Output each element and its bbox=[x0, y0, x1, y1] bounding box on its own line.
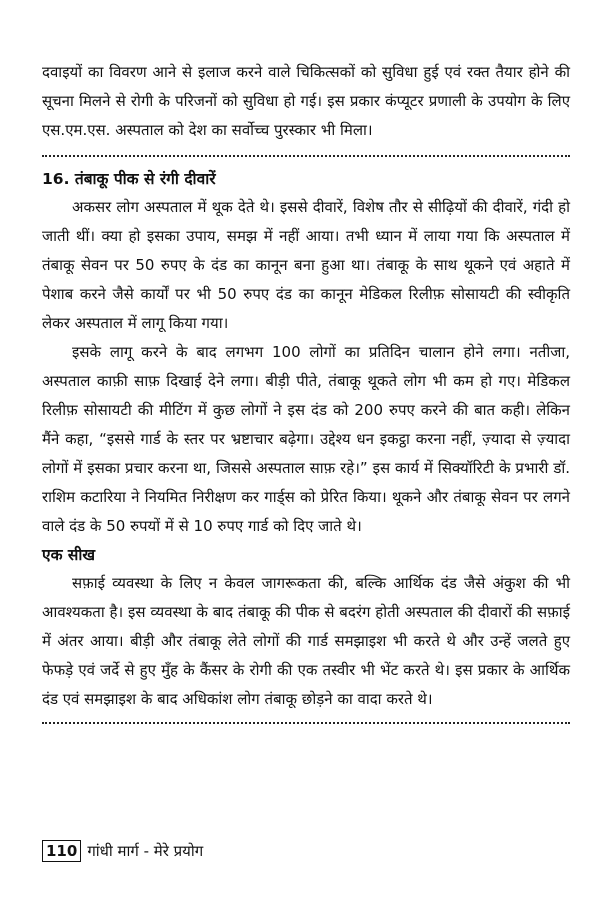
subheading: एक सीख bbox=[42, 546, 96, 564]
intro-paragraph: दवाइयों का विवरण आने से इलाज करने वाले चिकित्सकों को सुविधा हुई एवं रक्त तैयार होने की सूचना मिलने से रोगी के परिजनों को सुविधा हो गई। इस प्रकार कंप्यूटर प्रणाली के उपयोग के लिए एस.एम.एस. अस्पताल को देश का सर्वोच्च पुरस्कार भी मिला। bbox=[42, 63, 570, 139]
page-number: 110 bbox=[42, 840, 81, 862]
section-divider-top bbox=[42, 155, 570, 157]
book-title: गांधी मार्ग - मेरे प्रयोग bbox=[87, 842, 204, 860]
paragraph-3: सफ़ाई व्यवस्था के लिए न केवल जागरूकता की, बल्कि आर्थिक दंड जैसे अंकुश की भी आवश्यकता है। इस व्यवस्था के बाद तंबाकू की पीक से बदरंग होती अस्पताल की दीवारों की सफ़ाई में अंतर आया। बीड़ी और तंबाकू लेते लोगों की गार्ड समझाइश भी करते थे और उन्हें जलते हुए फेफड़े एवं जर्दे से हुए मुँह के कैंसर के रोगी की एक तस्वीर भी भेंट करते थे। इस प्रकार के आर्थिक दंड एवं समझाइश के बाद अधिकांश लोग तंबाकू छोड़ने का वादा करते थे। bbox=[42, 574, 570, 708]
paragraph-2: इसके लागू करने के बाद लगभग 100 लोगों का प्रतिदिन चालान होने लगा। नतीजा, अस्पताल काफ़ी साफ़ दिखाई देने लगा। बीड़ी पीते, तंबाकू थूकते लोग भी कम हो गए। मेडिकल रिलीफ़ सोसायटी की मीटिंग में कुछ लोगों ने इस दंड को 200 रुपए करने की बात कही। लेकिन मैंने कहा, “इससे गार्ड के स्तर पर भ्रष्टाचार बढ़ेगा। उद्देश्य धन इकट्ठा करना नहीं, ज़्यादा से ज़्यादा लोगों में इसका प्रचार करना था, जिससे अस्पताल साफ़ रहे।” इस कार्य में सिक्यॉरिटी के प्रभारी डॉ. राशिम कटारिया ने नियमित निरीक्षण कर गार्ड्स को प्रेरित किया। थूकने और तंबाकू सेवन पर लगने वाले दंड के 50 रुपयों में से 10 रुपए गार्ड को दिए जाते थे। bbox=[42, 343, 570, 535]
section-heading: 16. तंबाकू पीक से रंगी दीवारें bbox=[42, 170, 216, 188]
page-footer bbox=[42, 840, 203, 862]
paragraph-1: अकसर लोग अस्पताल में थूक देते थे। इससे दीवारें, विशेष तौर से सीढ़ियों की दीवारें, गंदी हो जाती थीं। क्या हो इसका उपाय, समझ में नहीं आया। तभी ध्यान में लाया गया कि अस्पताल में तंबाकू सेवन पर 50 रुपए के दंड का कानून बना हुआ था। तंबाकू के साथ थूकने एवं अहाते में पेशाब करने जैसे कार्यों पर भी 50 रुपए दंड का कानून मेडिकल रिलीफ़ सोसायटी की स्वीकृति लेकर अस्पताल में लागू किया गया। bbox=[42, 198, 570, 332]
section-divider-bottom bbox=[42, 722, 570, 724]
